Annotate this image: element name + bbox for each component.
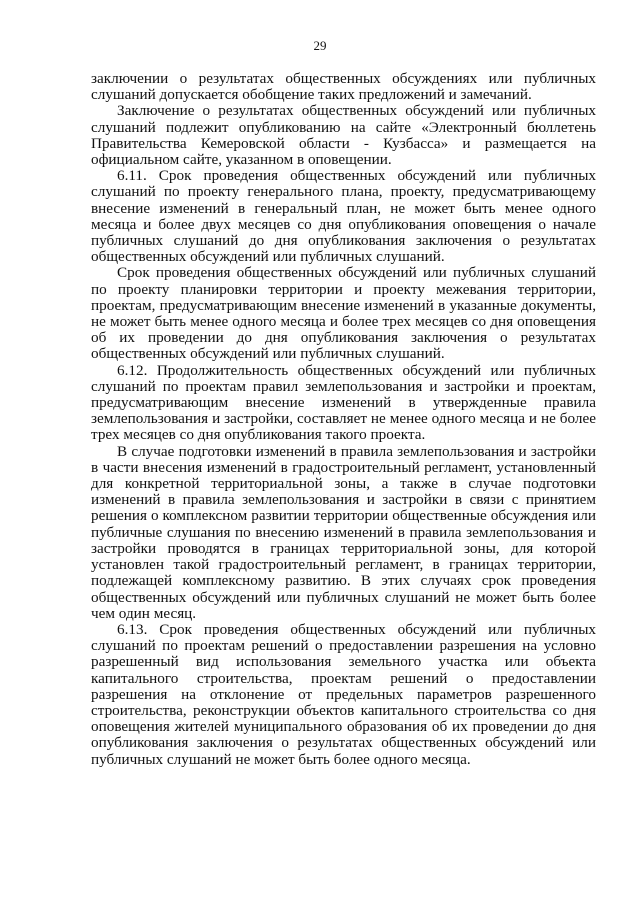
paragraph-6-12-changes: В случае подготовки изменений в правила землепользования и застройки в части внесения изменений в градостроительный регламент, установленный для конкретной территориальной зоны, а также в случае подготовки изменений в правила землепользования и застройки в связи с принятием решения о комплексном развитии территории общественные обсуждения или публичные слушания по внесению изменений в правила землепользования и застройки проводятся в границах территориальной зоны, для которой установлен такой градостроительный регламент, в границах территории, подлежащей комплексному развитию. В этих случаях срок проведения общественных обсуждений или публичных слушаний не может быть более чем один месяц. <box>91 442 596 622</box>
page-number: 29 <box>313 38 327 53</box>
paragraph-6-11-planning: Срок проведения общественных обсуждений или публичных слушаний по проекту планировки территории и проекту межевания территории, проектам, предусматривающим внесение изменений в указанные документы, не может быть менее одного месяца и более трех месяцев со дня оповещения об их проведении до дня опубликования заключения о результатах общественных обсуждений или публичных слушаний. <box>91 264 596 363</box>
paragraph-6-12: 6.12. Продолжительность общественных обсуждений или публичных слушаний по проектам правил землепользования и застройки и проектам, предусматривающим внесение изменений в утвержденные правила землепользования и застройки, составляет не менее одного месяца и не более трех месяцев со дня опубликования такого проекта. <box>91 361 596 444</box>
body-text <box>91 71 596 768</box>
paragraph-conclusion-publication: Заключение о результатах общественных обсуждений или публичных слушаний подлежит опубликованию на сайте «Электронный бюллетень Правительства Кемеровской области - Кузбасса» и размещается на официальном сайте, указанном в оповещении. <box>91 102 596 169</box>
paragraph-6-13: 6.13. Срок проведения общественных обсуждений или публичных слушаний по проектам решений о предоставлении разрешения на условно разрешенный вид использования земельного участка или объекта капитального строительства, проектам решений о предоставлении разрешения на отклонение от предельных параметров разрешенного строительства, реконструкции объектов капитального строительства со дня оповещения жителей муниципального образования об их проведении до дня опубликования заключения о результатах общественных обсуждений или публичных слушаний не может быть более одного месяца. <box>91 620 596 768</box>
paragraph-continuation: заключении о результатах общественных обсуждениях или публичных слушаний допускается обобщение таких предложений и замечаний. <box>91 70 596 104</box>
paragraph-6-11: 6.11. Срок проведения общественных обсуждений или публичных слушаний по проекту генерального плана, проекту, предусматривающему внесение изменений в генеральный план, не может быть менее одного месяца и более двух месяцев со дня опубликования оповещения о начале публичных слушаний до дня опубликования заключения о результатах общественных обсуждений или публичных слушаний. <box>91 167 596 266</box>
